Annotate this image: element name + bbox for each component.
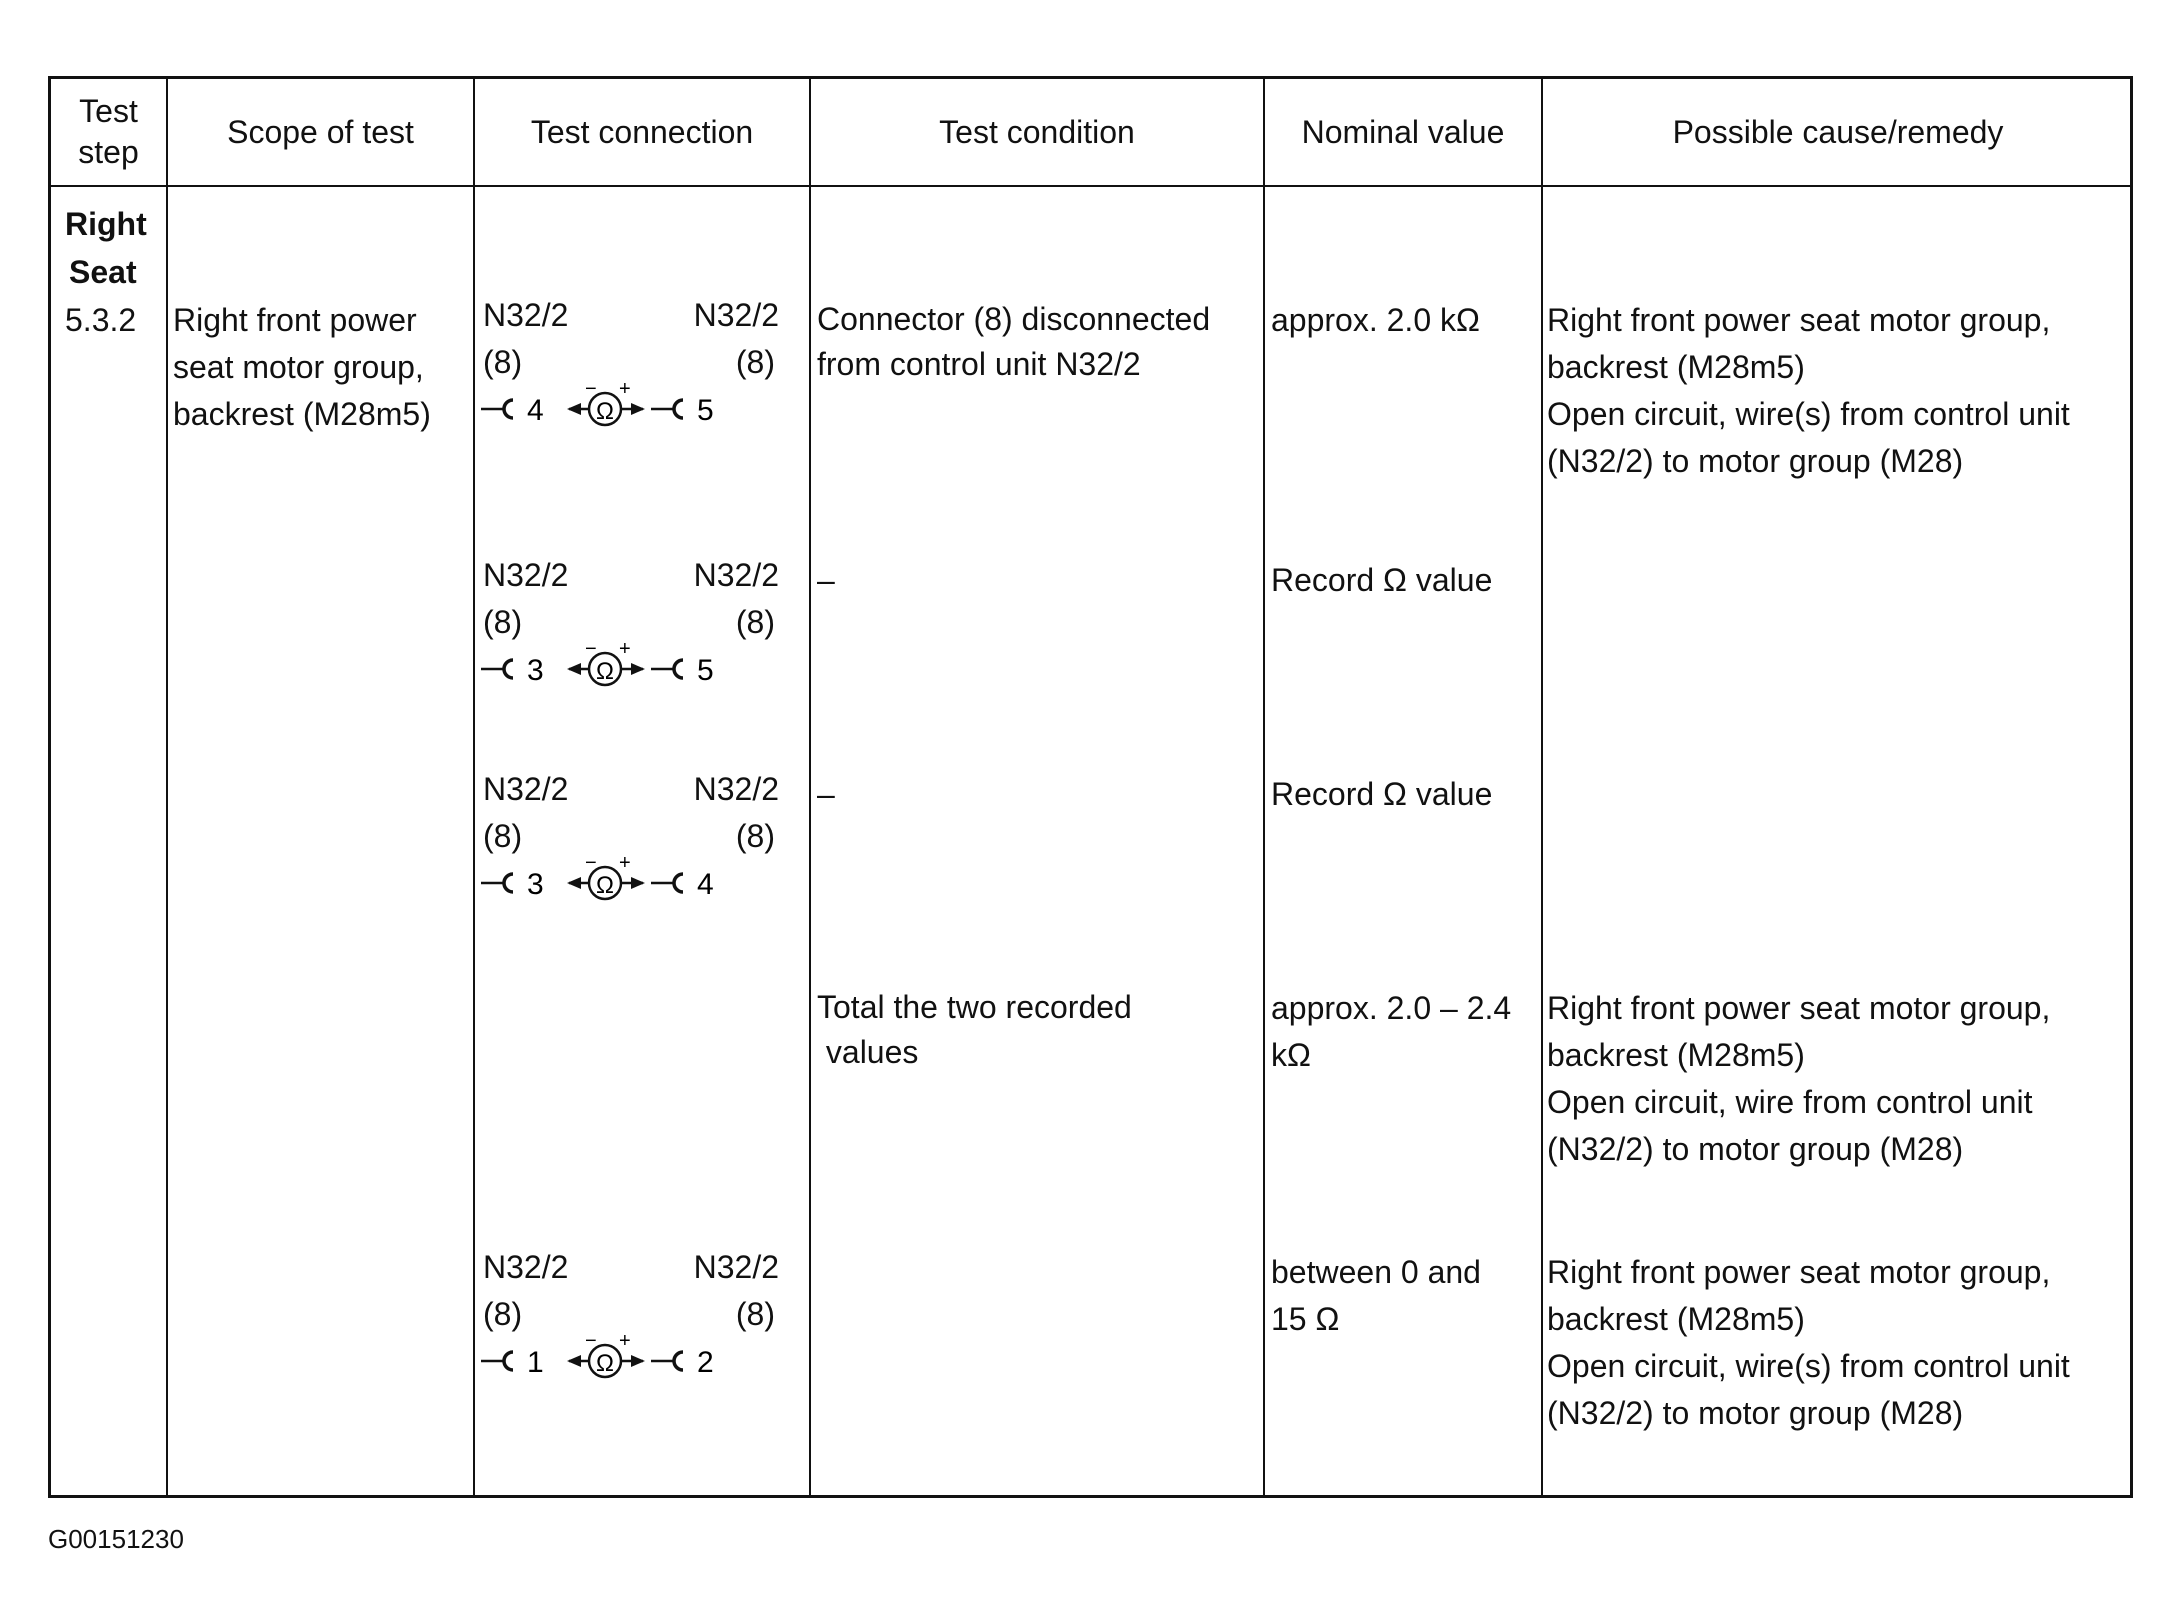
figure-code: G00151230: [48, 1524, 184, 1554]
column-divider: [166, 79, 168, 1495]
remedy-text: Right front power seat motor group, backrest (M28m5) Open circuit, wire(s) from control unit (N32/2) to motor group (M28): [1547, 1254, 2070, 1431]
test-connection: [477, 1249, 799, 1389]
svg-text:Ω: Ω: [596, 872, 614, 899]
ohmmeter-icon: [477, 853, 799, 909]
test-condition: –: [817, 776, 835, 812]
section-title: Seat: [69, 254, 137, 290]
pin-number: 4: [697, 868, 714, 901]
test-condition: Total the two recorded values: [817, 989, 1132, 1070]
nominal-value: approx. 2.0 kΩ: [1271, 302, 1480, 338]
pin-number: 3: [527, 868, 544, 901]
header-remedy: Possible cause/remedy: [1672, 113, 2004, 150]
connector-number: (8): [483, 1296, 523, 1332]
nominal-value: between 0 and 15 Ω: [1271, 1254, 1481, 1337]
connector-number: (8): [483, 344, 523, 380]
test-connection: [477, 297, 799, 437]
svg-text:Ω: Ω: [596, 658, 614, 685]
connector-label: N32/2: [483, 771, 569, 807]
remedy-text: Right front power seat motor group, backrest (M28m5) Open circuit, wire(s) from control unit (N32/2) to motor group (M28): [1547, 302, 2070, 479]
nominal-value: Record Ω value: [1271, 776, 1493, 812]
header-scope: Scope of test: [227, 113, 414, 150]
header-connection: Test connection: [530, 113, 754, 150]
svg-text:−: −: [585, 639, 597, 660]
header-nominal: Nominal value: [1301, 113, 1505, 150]
test-condition: –: [817, 562, 835, 598]
section-title: Right: [65, 206, 147, 242]
svg-text:+: +: [619, 853, 631, 874]
column-divider: [809, 79, 811, 1495]
remedy-text: Right front power seat motor group, backrest (M28m5) Open circuit, wire from control unit (N32/2) to motor group (M28): [1547, 990, 2051, 1167]
connector-label: N32/2: [483, 557, 569, 593]
header-condition: Test condition: [939, 113, 1135, 150]
connector-number: (8): [735, 1296, 775, 1332]
svg-text:+: +: [619, 379, 631, 400]
column-divider: [1263, 79, 1265, 1495]
header-test-step: Test step: [78, 93, 139, 170]
pin-number: 5: [697, 654, 714, 687]
pin-number: 3: [527, 654, 544, 687]
svg-text:−: −: [585, 853, 597, 874]
ohmmeter-icon: [477, 379, 799, 435]
connector-label: N32/2: [693, 297, 779, 333]
ohmmeter-icon: [477, 1331, 799, 1387]
column-divider: [473, 79, 475, 1495]
svg-text:−: −: [585, 1331, 597, 1352]
connector-number: (8): [735, 604, 775, 640]
svg-text:Ω: Ω: [596, 398, 614, 425]
svg-text:+: +: [619, 639, 631, 660]
svg-text:+: +: [619, 1331, 631, 1352]
connector-label: N32/2: [693, 771, 779, 807]
test-connection: [477, 771, 799, 911]
pin-number: 5: [697, 394, 714, 427]
connector-label: N32/2: [483, 1249, 569, 1285]
header-divider: [51, 185, 2130, 187]
pin-number: 2: [697, 1346, 714, 1379]
nominal-value: Record Ω value: [1271, 562, 1493, 598]
nominal-value: approx. 2.0 – 2.4 kΩ: [1271, 990, 1512, 1073]
column-divider: [1541, 79, 1543, 1495]
ohmmeter-icon: [477, 639, 799, 695]
test-connection: [477, 557, 799, 697]
step-number: 5.3.2: [65, 302, 137, 338]
svg-text:Ω: Ω: [596, 1350, 614, 1377]
connector-number: (8): [735, 344, 775, 380]
pin-number: 1: [527, 1346, 544, 1379]
svg-text:−: −: [585, 379, 597, 400]
test-condition: Connector (8) disconnected from control unit N32/2: [817, 301, 1211, 382]
scope-text: Right front power seat motor group, backrest (M28m5): [173, 302, 431, 432]
test-table: [48, 76, 2133, 1498]
connector-label: N32/2: [483, 297, 569, 333]
connector-number: (8): [735, 818, 775, 854]
connector-number: (8): [483, 604, 523, 640]
connector-label: N32/2: [693, 557, 779, 593]
connector-label: N32/2: [693, 1249, 779, 1285]
pin-number: 4: [527, 394, 544, 427]
connector-number: (8): [483, 818, 523, 854]
